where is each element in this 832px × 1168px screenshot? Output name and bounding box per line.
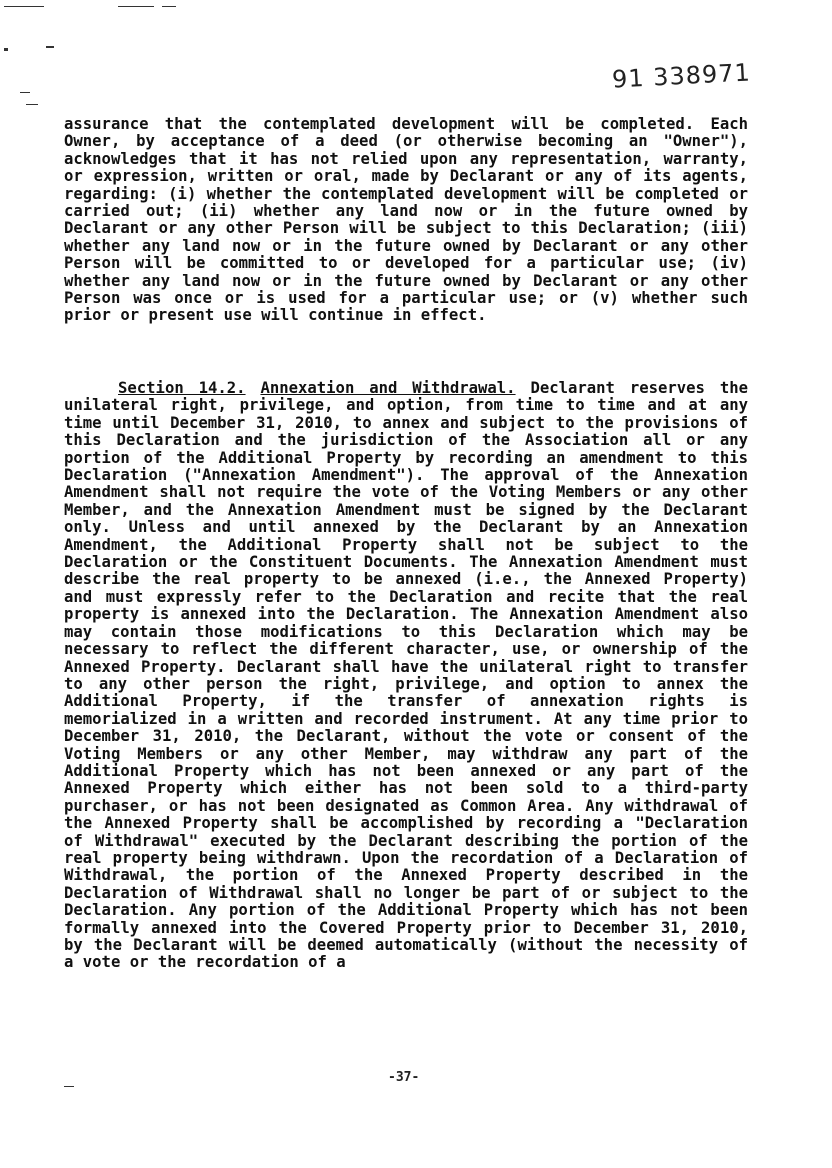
scan-mark (4, 48, 8, 51)
scan-mark (64, 1086, 74, 1087)
document-number: 91 338971 (611, 58, 752, 94)
scan-mark (46, 46, 54, 48)
scan-mark (20, 92, 30, 93)
scan-mark (26, 104, 38, 105)
paragraph-assurance: assurance that the contemplated development will be completed. Each Owner, by acceptance of a deed (or otherwise becoming an "Owner"), acknowledges that it has not relied upon any representation, warranty, or expression, written or oral, made by Declarant or any of its agents, regarding: (i) whether the contemplated development will be completed or carried out; (ii) whether any land now or in the future owned by Declarant or any other Person will be subject to this Declaration; (iii) whether any land now or in the future owned by Declarant or any other Person will be committed to or developed for a particular use; (iv) whether any land now or in the future owned by Declarant or any other Person was once or is used for a particular use; or (v) whether such prior or present use will continue in effect. (64, 115, 748, 325)
scan-mark (162, 6, 176, 7)
section-title: Annexation and Withdrawal. (260, 379, 516, 397)
scan-mark (4, 6, 44, 7)
paragraph-annexation (64, 380, 748, 972)
section-body: Declarant reserves the unilateral right, privilege, and option, from time to time and at any time until December 31, 2010, to annex and subject to the provisions of this Declaration and the jurisdiction of the Association all or any portion of the Additional Property by recording an amendment to this Declaration ("Annexation Amendment"). The approval of the Annexation Amendment shall not require the vote of the Voting Members or any other Member, and the Annexation Amendment must be signed by the Declarant only. Unless and until annexed by the Declarant by an Annexation Amendment, the Additional Property shall not be subject to the Declaration or the Constituent Documents. The Annexation Amendment must describe the real property to be annexed (i.e., the Annexed Property) and must expressly refer to the Declaration and recite that the real property is annexed into the Declaration. The Annexation Amendment also may contain those modifications to this Declaration which may be necessary to reflect the different character, use, or ownership of the Annexed Property. Declarant shall have the unilateral right to transfer to any other person the right, privilege, and option to annex the Additional Property, if the transfer of annexation rights is memorialized in a written and recorded instrument. At any time prior to December 31, 2010, the Declarant, without the vote or consent of the Voting Members or any other Member, may withdraw any part of the Additional Property which has not been annexed or any part of the Annexed Property which either has not been sold to a third-party purchaser, or has not been designated as Common Area. Any withdrawal of the Annexed Property shall be accomplished by recording a "Declaration of Withdrawal" executed by the Declarant describing the portion of the real property being withdrawn. Upon the recordation of a Declaration of Withdrawal, the portion of the Annexed Property described in the Declaration of Withdrawal shall no longer be part of or subject to the Declaration. Any portion of the Additional Property which has not been formally annexed into the Covered Property prior to December 31, 2010, by the Declarant will be deemed automatically (without the necessity of a vote or the recordation of a (64, 379, 748, 972)
section-label: Section 14.2. (118, 379, 246, 397)
scan-mark (118, 6, 154, 7)
page-number: -37- (388, 1070, 420, 1085)
